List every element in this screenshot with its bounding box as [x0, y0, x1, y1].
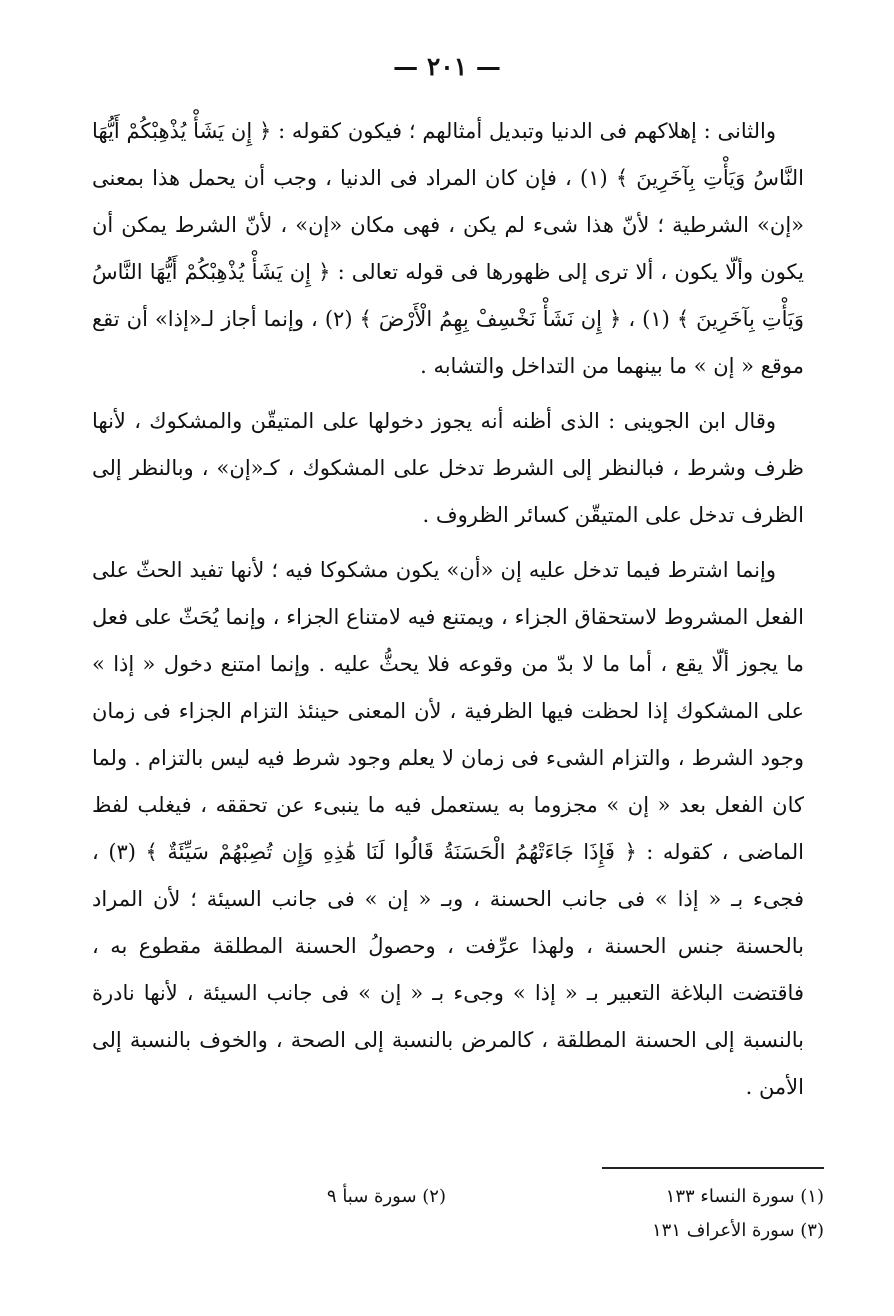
- footnote: (١) سورة النساء ١٣٣: [665, 1186, 824, 1207]
- footnote: (٢) سورة سبأ ٩: [326, 1186, 446, 1207]
- paragraph: والثانى : إهلاكهم فى الدنيا وتبديل أمثالهم ؛ فيكون كقوله : ﴿ إِن يَشَأْ يُذْهِبْكُمْ أَيُّهَا النَّاسُ وَيَأْتِ بِآخَرِينَ ﴾ (١) ، فإن كان المراد فى الدنيا ، وجب أن يحمل هذا بمعنى «إن» الشرطية ؛ لأنّ هذا شىء لم يكن ، فهى مكان «إن» ، لأنّ الشرط يمكن أن يكون وألّا يكون ، ألا ترى إلى ظهورها فى قوله تعالى : ﴿ إِن يَشَأْ يُذْهِبْكُمْ أَيُّهَا النَّاسُ وَيَأْتِ بِآخَرِينَ ﴾ (١) ، ﴿ إِن نَشَأْ نَخْسِفْ بِهِمُ الْأَرْضَ ﴾ (٢) ، وإنما أجاز لـ«إذا» أن تقع موقع « إن » ما بينهما من التداخل والتشابه .: [92, 119, 804, 378]
- paragraph: وإنما اشترط فيما تدخل عليه إن «أن» يكون مشكوكا فيه ؛ لأنها تفيد الحثّ على الفعل المشروط لاستحقاق الجزاء ، ويمتنع فيه لامتناع الجزاء ، وإنما يُحَثّ على فعل ما يجوز ألّا يقع ، أما ما لا بدّ من وقوعه فلا يحثُّ عليه . وإنما امتنع دخول « إذا » على المشكوك إذا لحظت فيها الظرفية ، لأن المعنى حينئذ التزام الجزاء فى زمان وجود الشرط ، والتزام الشىء فى زمان لا يعلم وجود شرط فيه ليس بالتزام . ولما كان الفعل بعد « إن » مجزوما به يستعمل فيه ما ينبىء عن تحققه ، فيغلب لفظ الماضى ، كقوله : ﴿ فَإِذَا جَاءَتْهُمُ الْحَسَنَةُ قَالُوا لَنَا هَٰذِهِ وَإِن تُصِبْهُمْ سَيِّئَةٌ ﴾ (٣) ، فجىء بـ « إذا » فى جانب الحسنة ، وبـ « إن » فى جانب السيئة ؛ لأن المراد بالحسنة جنس الحسنة ، ولهذا عرِّفت ، وحصولُ الحسنة المطلقة مقطوع به ، فاقتضت البلاغة التعبير بـ « إذا » وجىء بـ « إن » فى جانب السيئة ، لأنها نادرة بالنسبة إلى الحسنة المطلقة ، كالمرض بالنسبة إلى الصحة ، والخوف بالنسبة إلى الأمن .: [92, 558, 804, 1099]
- footnote-divider: [602, 1167, 824, 1169]
- body-text: [92, 108, 804, 1111]
- footnote: (٣) سورة الأعراف ١٣١: [651, 1220, 824, 1241]
- page-number: — ٢٠١ —: [393, 52, 501, 81]
- paragraph: وقال ابن الجوينى : الذى أظنه أنه يجوز دخولها على المتيقّن والمشكوك ، لأنها ظرف وشرط ، فبالنظر إلى الشرط تدخل على المشكوك ، كـ«إن» ، وبالنظر إلى الظرف تدخل على المتيقّن كسائر الظروف .: [92, 409, 804, 527]
